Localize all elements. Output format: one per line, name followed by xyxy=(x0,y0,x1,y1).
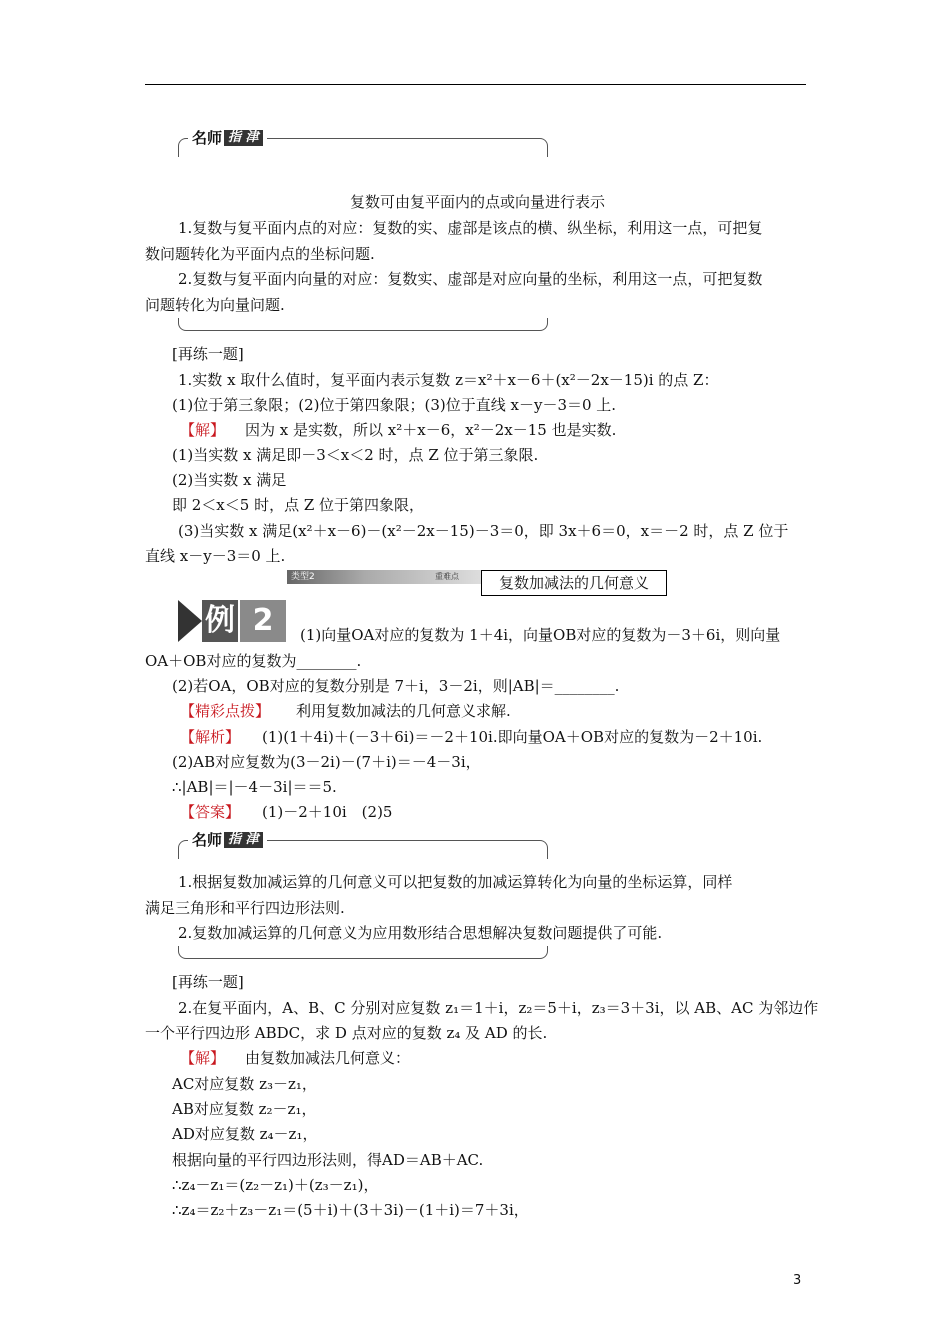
practice2-solution-tag: 【解】 xyxy=(180,1049,226,1067)
example2-badge-num: 2 xyxy=(240,600,286,642)
tip-badge-label-2: 指 津 xyxy=(224,130,263,146)
practice2-solution-5: 根据向量的平行四边形法则，得AD＝AB＋AC. xyxy=(172,1151,484,1169)
top-rule xyxy=(145,84,806,85)
practice1-question-b: (1)位于第三象限；(2)位于第四象限；(3)位于直线 x－y－3＝0 上. xyxy=(172,396,617,414)
type2-band-label: 类型2 xyxy=(287,570,481,584)
practice1-solution-5b: 直线 x－y－3＝0 上. xyxy=(145,547,286,565)
example2-q2: (2)若OA，OB对应的复数分别是 7＋i，3－2i，则|AB|＝________. xyxy=(172,677,620,695)
practice1-question-a: 1.实数 x 取什么值时，复平面内表示复数 z＝x²＋x－6＋(x²－2x－15)i 的点 Z： xyxy=(178,371,719,389)
practice1-solution-tag: 【解】 xyxy=(180,421,226,439)
example2-analysis-1: (1)(1＋4i)＋(－3＋6i)＝－2＋10i.即向量OA＋OB对应的复数为－2＋10i. xyxy=(262,728,763,746)
practice2-question-a: 2.在复平面内，A、B、C 分别对应复数 z₁＝1＋i，z₂＝5＋i，z₃＝3＋3i，以 AB、AC 为邻边作 xyxy=(178,999,819,1017)
section1-p1a: 1.复数与复平面内点的对应：复数的实、虚部是该点的横、纵坐标，利用这一点，可把复 xyxy=(178,219,763,237)
tip-badge-label-1: 名师 xyxy=(192,129,223,147)
page-number: 3 xyxy=(793,1273,802,1288)
practice1-solution-2: (1)当实数 x 满足即－3＜x＜2 时，点 Z 位于第三象限. xyxy=(172,446,539,464)
practice1-solution-1: 因为 x 是实数，所以 x²＋x－6，x²－2x－15 也是实数. xyxy=(245,421,617,439)
example2-answer-tag: 【答案】 xyxy=(180,803,241,821)
section2-p1a: 1.根据复数加减运算的几何意义可以把复数的加减运算转化为向量的坐标运算，同样 xyxy=(178,873,733,891)
tip-badge xyxy=(188,128,267,148)
practice2-question-b: 一个平行四边形 ABDC，求 D 点对应的复数 z₄ 及 AD 的长. xyxy=(145,1024,548,1042)
tip-footer-2 xyxy=(178,946,548,959)
example2-hint-tag: 【精彩点拨】 xyxy=(180,702,271,720)
example2-analysis-2: (2)AB对应复数为(3－2i)－(7＋i)＝－4－3i， xyxy=(172,753,481,771)
practice2-solution-2: AC对应复数 z₃－z₁， xyxy=(172,1075,317,1093)
practice2-solution-6: ∴z₄－z₁＝(z₂－z₁)＋(z₃－z₁)， xyxy=(172,1176,379,1194)
example-arrow-icon xyxy=(178,600,202,642)
type2-title: 复数加减法的几何意义 xyxy=(481,570,667,596)
practice2-solution-4: AD对应复数 z₄－z₁， xyxy=(172,1125,318,1143)
tip-badge-label-1: 名师 xyxy=(192,831,223,849)
type2-band-tag: 重难点 xyxy=(435,572,459,581)
example2-answer: (1)－2＋10i (2)5 xyxy=(262,803,393,821)
section1-title: 复数可由复平面内的点或向量进行表示 xyxy=(350,193,606,211)
tip-badge xyxy=(188,830,267,850)
type2-band xyxy=(287,570,667,596)
practice2-solution-1: 由复数加减法几何意义： xyxy=(245,1049,411,1067)
example2-analysis-tag: 【解析】 xyxy=(180,728,241,746)
section2-p2: 2.复数加减运算的几何意义为应用数形结合思想解决复数问题提供了可能. xyxy=(178,924,663,942)
practice1-solution-3: (2)当实数 x 满足 xyxy=(172,471,287,489)
section1-p2a: 2.复数与复平面内向量的对应：复数实、虚部是对应向量的坐标，利用这一点，可把复数 xyxy=(178,270,763,288)
practice1-solution-5a: (3)当实数 x 满足(x²＋x－6)－(x²－2x－15)－3＝0，即 3x＋6＝0，x＝－2 时，点 Z 位于 xyxy=(178,522,789,540)
example2-hint: 利用复数加减法的几何意义求解. xyxy=(296,702,511,720)
example2-badge-li: 例 xyxy=(202,600,238,642)
practice1-solution-4: 即 2＜x＜5 时，点 Z 位于第四象限， xyxy=(172,496,425,514)
practice2-solution-7: ∴z₄＝z₂＋z₃－z₁＝(5＋i)＋(3＋3i)－(1＋i)＝7＋3i， xyxy=(172,1201,529,1219)
example2-analysis-3: ∴|AB|＝|－4－3i|＝＝5. xyxy=(172,778,337,796)
example2-q1b: OA＋OB对应的复数为________. xyxy=(145,652,362,670)
section2-p1b: 满足三角形和平行四边形法则. xyxy=(145,899,345,917)
section1-p1b: 数问题转化为平面内点的坐标问题. xyxy=(145,245,375,263)
example2-badge xyxy=(178,600,286,642)
example2-q1a: (1)向量OA对应的复数为 1＋4i，向量OB对应的复数为－3＋6i，则向量 xyxy=(300,626,781,644)
tip-header-2 xyxy=(178,830,548,860)
practice2-label: [再练一题] xyxy=(172,973,244,991)
tip-badge-label-2: 指 津 xyxy=(224,832,263,848)
tip-footer-1 xyxy=(178,318,548,331)
section1-p2b: 问题转化为向量问题. xyxy=(145,296,285,314)
practice2-solution-3: AB对应复数 z₂－z₁， xyxy=(172,1100,317,1118)
practice1-label: [再练一题] xyxy=(172,345,244,363)
tip-header-1 xyxy=(178,128,548,158)
